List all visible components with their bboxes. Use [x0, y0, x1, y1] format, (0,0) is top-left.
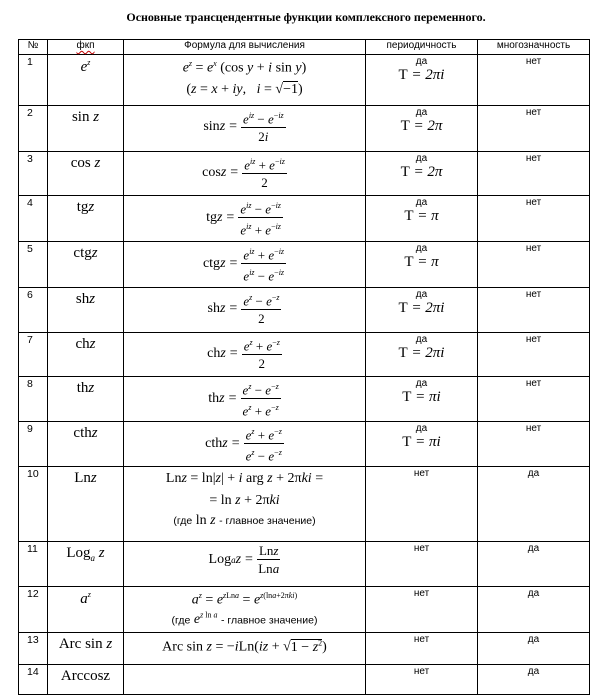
table-row — [19, 633, 590, 665]
function-name: $a^z$ — [48, 587, 124, 633]
multivalued: нет — [478, 55, 590, 106]
periodicity: нет — [366, 467, 478, 542]
row-num: 5 — [19, 242, 48, 288]
row-num: 9 — [19, 422, 48, 467]
periodicity: да T = 2πi — [366, 288, 478, 333]
multivalued: нет — [478, 422, 590, 467]
row-num: 2 — [19, 106, 48, 152]
table-row — [19, 196, 590, 242]
multivalued: да — [478, 542, 590, 587]
row-num: 1 — [19, 55, 48, 106]
multivalued: нет — [478, 288, 590, 333]
function-name: thz — [48, 377, 124, 422]
header-multivalued: многозначность — [478, 40, 590, 55]
multivalued: да — [478, 467, 590, 542]
formula: $a^z = e^{zLna} = e^{z(lna+2\pi ki)}$ (где $e^{z ln a}$ - главное значение) — [124, 587, 366, 633]
page-title: Основные трансцендентные функции комплексного переменного. — [126, 10, 486, 24]
table-row — [19, 467, 590, 542]
table-row — [19, 377, 590, 422]
function-name: chz — [48, 333, 124, 377]
formula: $e^z = e^x$ (cos y + i sin y) (z = x + iy, i = √−1) — [124, 55, 366, 106]
periodicity: нет — [366, 587, 478, 633]
table-header-row — [19, 40, 590, 55]
table-row — [19, 587, 590, 633]
formula: ch z = $\frac{e^z + e^{-z}}{2}$ — [124, 333, 366, 377]
periodicity: нет — [366, 665, 478, 695]
table-row — [19, 422, 590, 467]
row-num: 8 — [19, 377, 48, 422]
multivalued: да — [478, 633, 590, 665]
multivalued: да — [478, 587, 590, 633]
periodicity: да T = π — [366, 242, 478, 288]
function-name: sin z — [48, 106, 124, 152]
function-name: ctgz — [48, 242, 124, 288]
function-name: cthz — [48, 422, 124, 467]
periodicity: да T = 2π — [366, 152, 478, 196]
table-row — [19, 665, 590, 695]
header-fkp: фкп — [48, 40, 124, 55]
periodicity: да T = π — [366, 196, 478, 242]
periodicity: да T = 2πi — [366, 333, 478, 377]
function-name: shz — [48, 288, 124, 333]
formula: Arc $\sin z = -iLn(iz + √1 - z^2)$ — [124, 633, 366, 665]
formula: ctg z = $\frac{e^{iz} + e^{-iz}}{e^{iz} - e^{-iz}}$ — [124, 242, 366, 288]
row-num: 3 — [19, 152, 48, 196]
header-num: № — [19, 40, 48, 55]
row-num: 4 — [19, 196, 48, 242]
row-num: 10 — [19, 467, 48, 542]
row-num: 7 — [19, 333, 48, 377]
formula: cth z = $\frac{e^z + e^{-z}}{e^z - e^{-z}}$ — [124, 422, 366, 467]
formula — [124, 665, 366, 695]
row-num: 11 — [19, 542, 48, 587]
formula: th z = $\frac{e^z - e^{-z}}{e^z + e^{-z}}$ — [124, 377, 366, 422]
formula: sh z = $\frac{e^z - e^{-z}}{2}$ — [124, 288, 366, 333]
function-name: $e^z$ — [48, 55, 124, 106]
multivalued: нет — [478, 333, 590, 377]
function-name: Arccosz — [48, 665, 124, 695]
function-name: Log$_a$ z — [48, 542, 124, 587]
header-periodicity: периодичность — [366, 40, 478, 55]
periodicity: да T = πi — [366, 377, 478, 422]
function-name: tgz — [48, 196, 124, 242]
table-row — [19, 542, 590, 587]
function-name: Lnz — [48, 467, 124, 542]
multivalued: нет — [478, 152, 590, 196]
functions-table — [18, 39, 590, 695]
formula: cos z = $\frac{e^{iz} + e^{-iz}}{2}$ — [124, 152, 366, 196]
multivalued: нет — [478, 106, 590, 152]
formula: sin z = $\frac{e^{iz} - e^{-iz}}{2i}$ — [124, 106, 366, 152]
periodicity: да T = πi — [366, 422, 478, 467]
formula: Lnz = ln|z| + i arg z + 2πki = = ln z + 2πki (где ln z - главное значение) — [124, 467, 366, 542]
function-name: cos z — [48, 152, 124, 196]
table-row — [19, 242, 590, 288]
table-row — [19, 333, 590, 377]
table-row — [19, 288, 590, 333]
formula: tg z = $\frac{e^{iz} - e^{-iz}}{e^{iz} + e^{-iz}}$ — [124, 196, 366, 242]
formula: Log a z = $\frac{\text{Lnz}}{\text{Lna}}$ — [124, 542, 366, 587]
function-name: Arc sin z — [48, 633, 124, 665]
multivalued: нет — [478, 196, 590, 242]
row-num: 14 — [19, 665, 48, 695]
table-row — [19, 55, 590, 106]
row-num: 6 — [19, 288, 48, 333]
multivalued: нет — [478, 242, 590, 288]
table-row — [19, 152, 590, 196]
periodicity: нет — [366, 542, 478, 587]
multivalued: нет — [478, 377, 590, 422]
row-num: 12 — [19, 587, 48, 633]
periodicity: нет — [366, 633, 478, 665]
multivalued: да — [478, 665, 590, 695]
header-formula: Формула для вычисления — [124, 40, 366, 55]
row-num: 13 — [19, 633, 48, 665]
periodicity: да T = 2πi — [366, 55, 478, 106]
periodicity: да T = 2π — [366, 106, 478, 152]
table-row — [19, 106, 590, 152]
